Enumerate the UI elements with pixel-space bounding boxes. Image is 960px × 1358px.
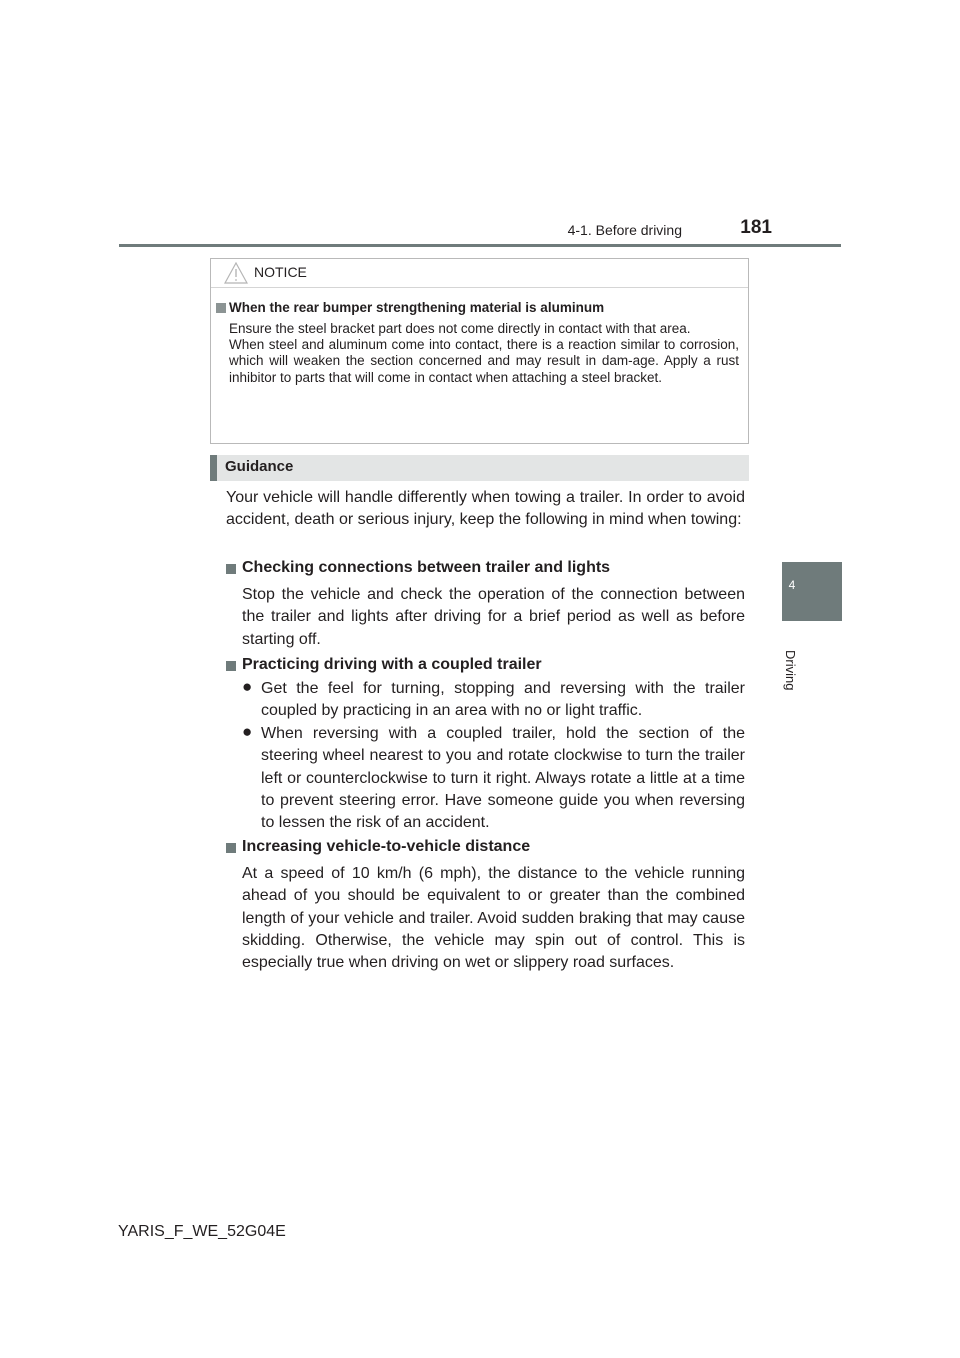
square-bullet-icon xyxy=(226,661,236,671)
page-number: 181 xyxy=(740,217,772,238)
guidance-heading-accent xyxy=(210,455,217,481)
subheading-practice-driving: Practicing driving with a coupled trailer xyxy=(242,656,542,673)
warning-triangle-icon xyxy=(224,262,248,284)
subheading-vehicle-distance: Increasing vehicle-to-vehicle distance xyxy=(242,838,531,855)
notice-subheading: When the rear bumper strengthening material is aluminum xyxy=(229,300,605,315)
bullet-reversing: When reversing with a coupled trailer, hold the section of the steering wheel nearest to you and rotate clockwise to turn the trailer left or counterclockwise to turn it right. Always rotate a little at a time to prevent steering error. Have someone guide you when reversing to lessen the risk of an accident. xyxy=(261,725,745,832)
square-bullet-icon xyxy=(226,843,236,853)
chapter-number: 4 xyxy=(788,578,796,592)
subheading-trailer-lights: Checking connections between trailer and lights xyxy=(242,559,611,576)
bullet-practice-area: Get the feel for turning, stopping and reversing with the trailer coupled by practicing in an area with no or light traffic. xyxy=(261,680,745,720)
notice-body xyxy=(229,321,739,386)
round-bullet-icon: ● xyxy=(242,722,253,741)
section-title: 4-1. Before driving xyxy=(567,222,682,238)
square-bullet-icon xyxy=(216,303,226,313)
guidance-heading: Guidance xyxy=(225,458,294,475)
paragraph-vehicle-distance: At a speed of 10 km/h (6 mph), the distance to the vehicle running ahead of you should be equivalent to or greater than the combined length of your vehicle and trailer. Avoid sudden braking that may cause skidding. Otherwise, the vehicle may spin out of control. This is especially true when driving on wet or slippery road surfaces. xyxy=(242,865,745,972)
document-code: YARIS_F_WE_52G04E xyxy=(118,1223,286,1240)
notice-divider xyxy=(211,287,748,288)
paragraph-trailer-lights: Stop the vehicle and check the operation of the connection between the trailer and lights after driving for a brief period as well as before starting off. xyxy=(242,586,745,648)
round-bullet-icon: ● xyxy=(242,677,253,696)
notice-paragraph: Ensure the steel bracket part does not come directly in contact with that area. xyxy=(229,321,691,336)
square-bullet-icon xyxy=(226,564,236,574)
notice-paragraph: When steel and aluminum come into contact, there is a reaction similar to corrosion, which will weaken the section concerned and may result in dam-age. Apply a rust inhibitor to parts that will come in contact when attaching a steel bracket. xyxy=(229,337,739,385)
header-rule xyxy=(119,244,841,247)
guidance-intro: Your vehicle will handle differently when towing a trailer. In order to avoid accident, death or serious injury, keep the following in mind when towing: xyxy=(226,489,745,529)
chapter-label: Driving xyxy=(783,650,798,691)
notice-title: NOTICE xyxy=(254,264,307,280)
